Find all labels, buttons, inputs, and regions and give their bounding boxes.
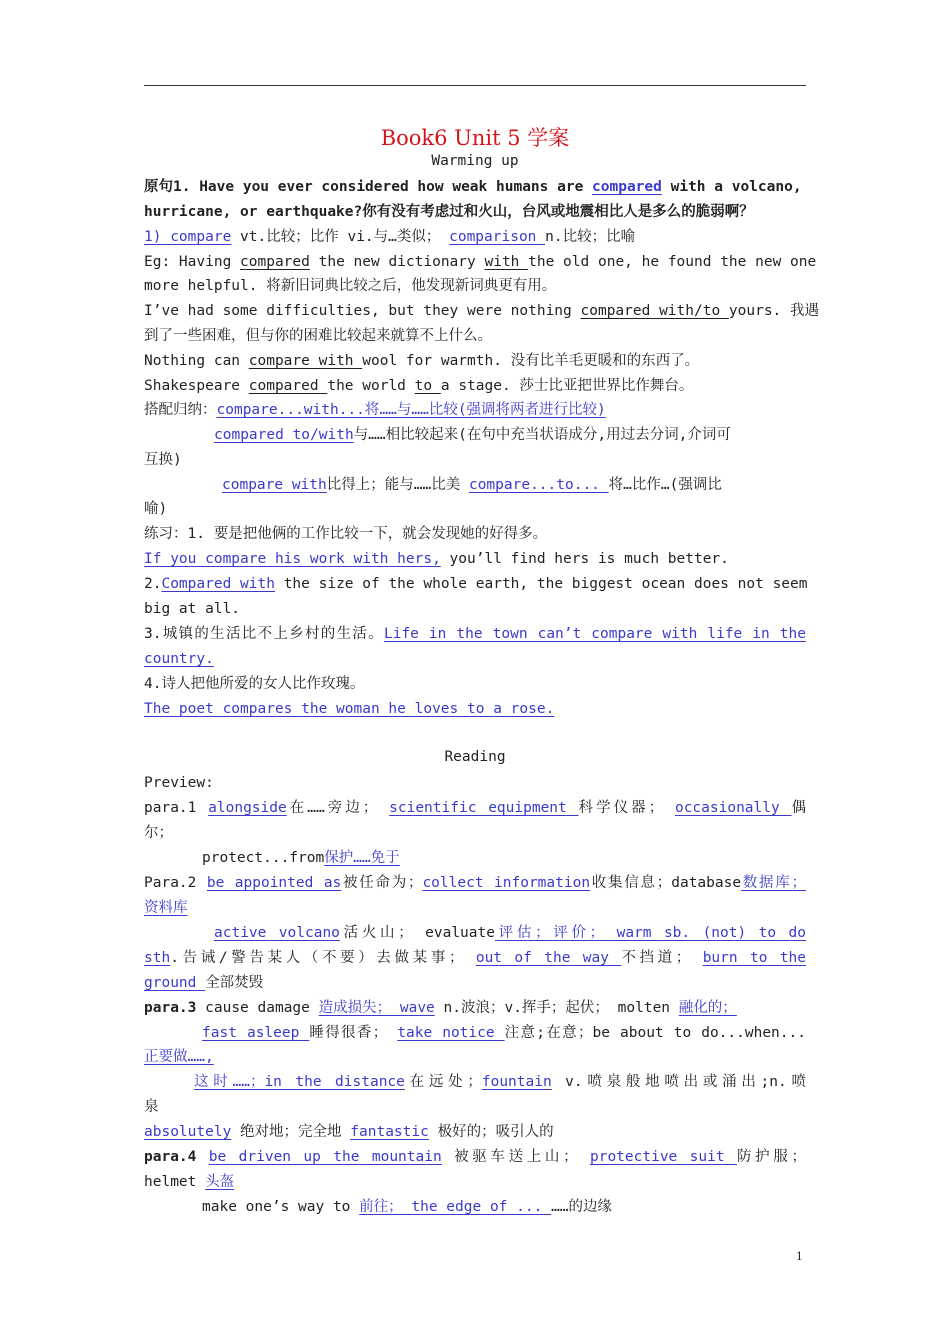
answer: compared [592,179,662,195]
text: you’ll find hers is much better. [440,551,729,567]
text: a stage. 莎士比亚把世界比作舞台。 [440,378,694,394]
answer: scientific equipment [389,800,579,816]
line-21: 4.诗人把他所爱的女人比作玫瑰。 [144,676,365,692]
answer: alongside [208,800,287,816]
line-15: 练习：1. 要是把他俩的工作比较一下，就会发现她的好得多。 [144,526,548,542]
page-number: 1 [796,1248,803,1263]
answer: compare with [222,477,327,493]
line-11 [214,426,806,444]
answer: compared to/with [214,427,354,443]
answer: If you compare his work with hers, [144,551,441,567]
answer: Compared with [161,576,275,592]
text: helmet [144,1174,206,1190]
answer: collect information [422,875,591,891]
line-30 [144,949,806,967]
text: ……的边缘 [551,1199,613,1215]
text: 原句1. Have you ever considered how weak humans are [144,179,593,195]
answer: protective suit [589,1149,737,1165]
line-28: 资料库 [144,900,188,916]
answer: compare...with...将……与……比较(强调将两者进行比较) [216,402,606,418]
text: Nothing can [144,353,249,369]
answer: warm sb. (not) to do [616,925,806,941]
answer: sth [144,950,171,966]
line-14: 喻) [144,501,168,517]
line-25: 尔； [144,825,173,841]
answer: absolutely [144,1124,232,1140]
text: cause damage [205,1000,319,1016]
line-33 [202,1024,806,1042]
para-label: para.1 [144,800,197,816]
text: wool for warmth. 没有比羊毛更暖和的东西了。 [362,353,700,369]
line-35 [194,1073,806,1091]
text: 全部焚毁 [205,975,264,991]
line-37 [144,1123,806,1141]
text: 注意;在意；be about to do...when... [504,1025,806,1041]
text: v.喷泉般地喷出或涌出;n.喷 [551,1074,806,1090]
text: 极好的；吸引人的 [428,1124,554,1140]
text: make one’s way to [202,1199,360,1215]
blank: compared [248,378,328,394]
line-3 [144,228,806,246]
line-31 [144,974,806,992]
answer: 这时……； [194,1074,265,1090]
line-7: 到了一些困难，但与你的困难比较起来就算不上什么。 [144,328,492,344]
text: with a volcano, [661,179,802,195]
answer: 数据库； [741,875,807,891]
text: 2. [144,576,162,592]
text: 不挡道； [621,950,703,966]
line-22: The poet compares the woman he loves to a rose. [144,701,555,717]
answer: ground [144,975,206,991]
text: 将…比作…(强调比 [608,477,722,493]
text: yours. 我遇 [728,303,820,319]
line-24 [144,799,806,817]
line-10 [144,401,806,419]
line-19 [144,625,806,643]
answer: the edge of ... [411,1199,552,1215]
answer: comparison [449,229,546,245]
answer: compare...to... [468,477,609,493]
answer: out of the way [475,950,622,966]
para-label: para.4 [144,1149,197,1165]
section-heading-warming-up: Warming up [431,153,519,169]
text: Eg: Having [144,254,241,270]
answer: be appointed as [206,875,342,891]
line-36: 泉 [144,1099,159,1115]
text: the size of the whole earth, the biggest ocean does not seem [274,576,808,592]
text: I’ve had some difficulties, but they were nothing [144,303,581,319]
blank: compared with/to [580,303,729,319]
line-8 [144,352,806,370]
blank: compared [240,254,310,270]
answer: in the distance [264,1074,405,1090]
answer: fountain [481,1074,552,1090]
answer: 前往； [359,1199,412,1215]
text: 被驱车送上山； [441,1149,590,1165]
blank: with [484,254,529,270]
text: 3.城镇的生活比不上乡村的生活。 [144,626,384,642]
text: .告诫/警告某人（不要）去做某事； [170,950,476,966]
line-38 [144,1148,806,1166]
text: 绝对地；完全地 [231,1124,351,1140]
answer: 评估；评价； [494,925,617,941]
answer: 1) compare [144,229,232,245]
blank: to [414,378,441,394]
text: vt.比较；比作 vi.与…类似； [231,229,450,245]
text: n.波浪；v.挥手；起伏； molten [434,1000,679,1016]
text: the world [327,378,415,394]
document-title: Book6 Unit 5 学案 [380,126,570,150]
answer: 保护……免于 [324,850,400,866]
text: 科学仪器； [578,800,675,816]
text: 被任命为； [341,875,423,891]
text: the old one, he found the new one [528,254,817,270]
line-18: big at all. [144,601,241,617]
text: 与……相比较起来(在句中充当状语成分,用过去分词,介词可 [353,427,731,443]
section-heading-reading: Reading [444,749,506,765]
text: 比得上；能与……比美 [326,477,469,493]
para-label: Para.2 [144,875,197,891]
text: n.比较；比喻 [545,229,636,245]
text: 搭配归纳： [144,402,217,418]
answer: active volcano [214,925,340,941]
line-23: Preview: [144,775,214,791]
text: protect...from [202,850,325,866]
line-6 [144,302,820,320]
line-26 [202,849,806,867]
answer: 融化的； [678,1000,737,1016]
line-1 [144,178,806,196]
answer: fantastic [350,1124,429,1140]
line-29 [214,924,806,942]
line-17 [144,575,806,593]
answer: occasionally [674,800,792,816]
para-label: para.3 [144,1000,197,1016]
blank: compare with [248,353,363,369]
text: 收集信息；database [590,875,742,891]
line-12: 互换) [144,452,182,468]
text: 在……旁边； [286,800,390,816]
answer: fast asleep [202,1025,310,1041]
line-20: country. [144,651,214,667]
text: 在远处； [404,1074,482,1090]
line-39 [144,1173,806,1191]
line-4 [144,253,817,271]
line-27 [144,874,806,892]
text: 偶 [791,800,806,816]
answer: 造成损失； [318,1000,400,1016]
answer: Life in the town can’t compare with life in the [383,626,806,642]
line-9 [144,377,806,395]
line-13 [222,476,806,494]
line-2: hurricane, or earthquake?你有没有考虑过和火山，台风或地震相比人是多么的脆弱啊？ [144,204,754,220]
line-40 [202,1198,806,1216]
answer: 头盔 [205,1174,235,1190]
text: 防护服； [737,1149,806,1165]
text: Shakespeare [144,378,249,394]
answer: wave [399,1000,435,1016]
line-16 [144,550,806,568]
text: 睡得很香； [309,1025,398,1041]
line-5: more helpful. 将新旧词典比较之后，他发现新词典更有用。 [144,278,557,294]
text: the new dictionary [309,254,485,270]
answer: be driven up the mountain [208,1149,442,1165]
text: 活火山； evaluate [339,925,495,941]
answer: take notice [397,1025,505,1041]
answer: burn to the [702,950,807,966]
header-rule [144,85,806,86]
line-32 [144,999,806,1017]
line-34: 正要做……, [144,1049,214,1065]
